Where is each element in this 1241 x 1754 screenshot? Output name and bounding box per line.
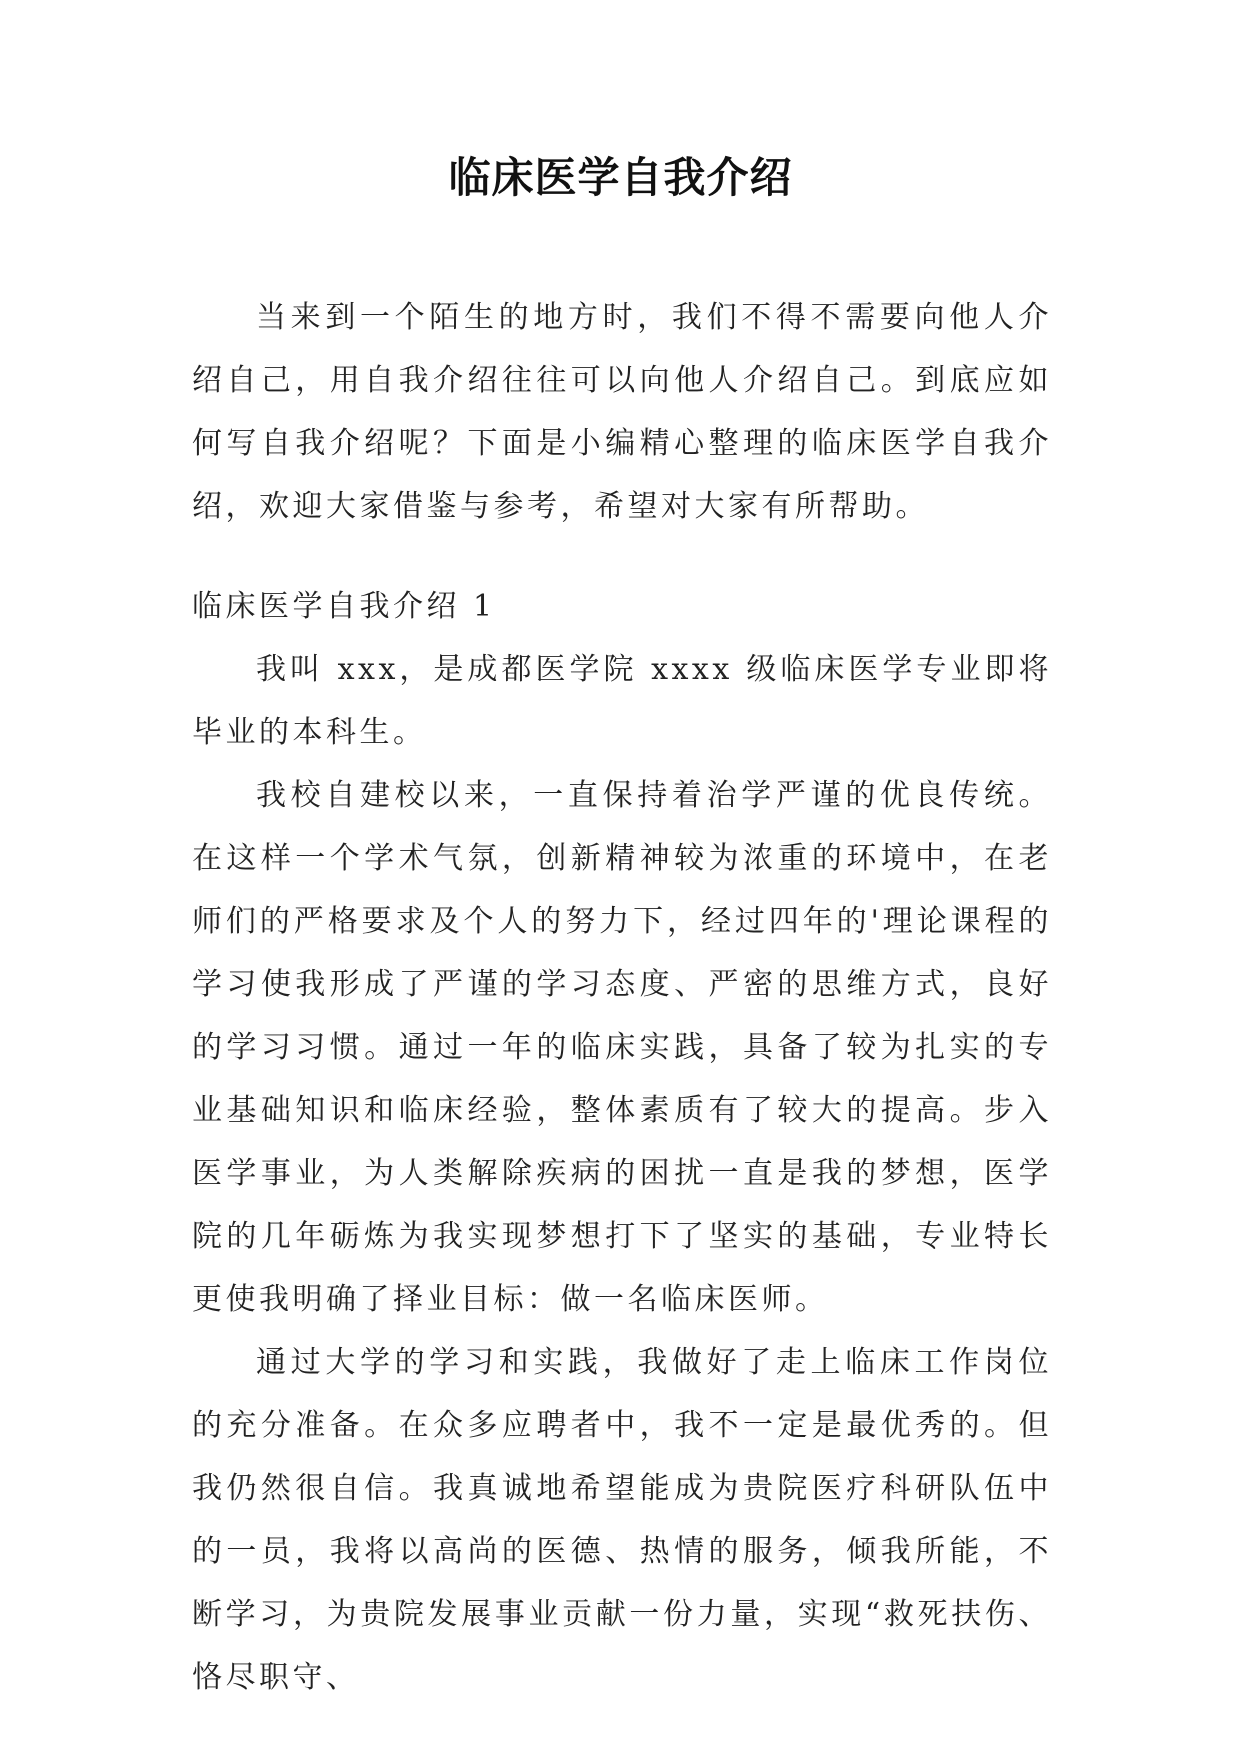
intro-paragraph: 当来到一个陌生的地方时，我们不得不需要向他人介绍自己，用自我介绍往往可以向他人介绍自己。到底应如何写自我介绍呢？下面是小编精心整理的临床医学自我介绍，欢迎大家借鉴与参考，希望对大家有所帮助。: [192, 300, 1052, 524]
body-paragraph: 通过大学的学习和实践，我做好了走上临床工作岗位的充分准备。在众多应聘者中，我不一定是最优秀的。但我仍然很自信。我真诚地希望能成为贵院医疗科研队伍中的一员，我将以高尚的医德、热情的服务，倾我所能，不断学习，为贵院发展事业贡献一份力量，实现“救死扶伤、恪尽职守、: [192, 1345, 1052, 1695]
section-block: [192, 575, 1052, 1709]
body-paragraph: 我叫 xxx，是成都医学院 xxxx 级临床医学专业即将毕业的本科生。: [192, 652, 1052, 750]
body-paragraph: 我校自建校以来，一直保持着治学严谨的优良传统。在这样一个学术气氛，创新精神较为浓重的环境中，在老师们的严格要求及个人的努力下，经过四年的'理论课程的学习使我形成了严谨的学习态度、严密的思维方式，良好的学习习惯。通过一年的临床实践，具备了较为扎实的专业基础知识和临床经验，整体素质有了较大的提高。步入医学事业，为人类解除疾病的困扰一直是我的梦想，医学院的几年砺炼为我实现梦想打下了坚实的基础，专业特长更使我明确了择业目标：做一名临床医师。: [192, 778, 1052, 1317]
document-title: 临床医学自我介绍: [448, 153, 793, 202]
section-heading: 临床医学自我介绍 1: [192, 589, 496, 624]
intro-block: [192, 286, 1052, 538]
